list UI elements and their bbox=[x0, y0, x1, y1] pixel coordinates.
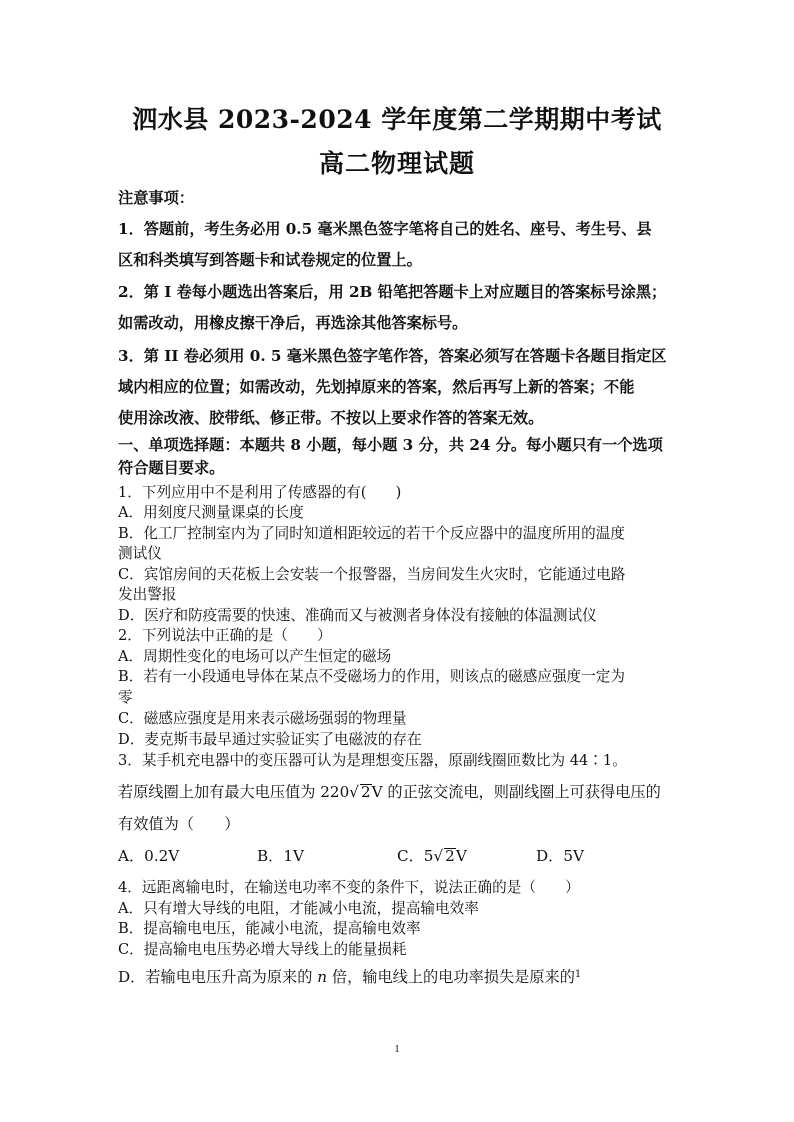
section-heading: 一、单项选择题：本题共 8 小题，每小题 3 分，共 24 分。每小题只有一个选项 bbox=[118, 436, 663, 454]
question-1-option-a: A．用刻度尺测量课桌的长度 bbox=[118, 504, 304, 521]
option-d-pre: D．若输电电压升高为原来的 bbox=[118, 968, 318, 986]
question-3-options bbox=[118, 845, 688, 865]
question-4-option-b: B．提高输电电压，能减小电流，提高输电效率 bbox=[118, 920, 421, 937]
question-3-option-b: B．1V bbox=[257, 847, 304, 865]
question-3-option-d: D．5V bbox=[536, 847, 584, 865]
question-2-option-a: A．周期性变化的电场可以产生恒定的磁场 bbox=[118, 648, 392, 665]
fraction-numerator: 1 bbox=[574, 969, 582, 980]
question-3-text-pre: 若原线圈上加有最大电压值为 220 bbox=[118, 783, 350, 801]
question-2-option-b: B．若有一小段通电导体在某点不受磁场力的作用，则该点的磁感应强度一定为 bbox=[118, 668, 625, 685]
notice-line: 如需改动，用橡皮擦干净后，再选涂其他答案标号。 bbox=[118, 314, 468, 332]
question-1-option-c: C．宾馆房间的天花板上会安装一个报警器，当房间发生火灾时，它能通过电路 bbox=[118, 566, 626, 583]
section-heading: 符合题目要求。 bbox=[118, 459, 225, 477]
question-2-option-b-cont: 零 bbox=[118, 689, 133, 706]
question-3-option-a: A．0.2V bbox=[118, 847, 180, 865]
notice-heading: 注意事项： bbox=[118, 189, 194, 207]
question-3-stem-cont: 有效值为（ ） bbox=[118, 815, 240, 833]
question-3-text-post: V 的正弦交流电，则副线圈上可获得电压的 bbox=[371, 783, 661, 801]
question-1-option-b: B．化工厂控制室内为了同时知道相距较远的若干个反应器中的温度所用的温度 bbox=[118, 525, 625, 542]
question-4-option-a: A．只有增大导线的电阻，才能减小电流，提高输电效率 bbox=[118, 900, 479, 917]
option-c-post: V bbox=[455, 847, 467, 865]
option-d-post: 倍，输电线上的电功率损失是原来的 bbox=[327, 968, 575, 986]
notice-line: 1．答题前，考生务必用 0.5 毫米黑色签字笔将自己的姓名、座号、考生号、县 bbox=[118, 220, 652, 238]
sqrt-symbol: √ bbox=[349, 783, 359, 801]
exam-subtitle: 高二物理试题 bbox=[318, 149, 475, 178]
question-1-option-d: D．医疗和防疫需要的快速、准确而又与被测者身体没有接触的体温测试仪 bbox=[118, 607, 597, 624]
question-4-option-d bbox=[118, 966, 688, 987]
notice-line: 3．第 II 卷必须用 0. 5 毫米黑色签字笔作答，答案必须写在答题卡各题目指定区 bbox=[118, 347, 667, 365]
question-3-stem-cont bbox=[118, 781, 688, 802]
variable-n: n bbox=[317, 968, 328, 986]
page-number: 1 bbox=[394, 1043, 400, 1055]
question-2-option-d: D．麦克斯韦最早通过实验证实了电磁波的存在 bbox=[118, 731, 422, 748]
question-2-stem: 2．下列说法中正确的是（ ） bbox=[118, 627, 332, 644]
notice-line: 区和科类填写到答题卡和试卷规定的位置上。 bbox=[118, 251, 422, 269]
question-3-stem: 3．某手机充电器中的变压器可认为是理想变压器，原副线圈匝数比为 44∶1。 bbox=[118, 752, 627, 769]
option-c-pre: C．5 bbox=[397, 847, 434, 865]
question-3-option-c bbox=[397, 845, 467, 865]
notice-line: 域内相应的位置；如需改动，先划掉原来的答案，然后再写上新的答案；不能 bbox=[118, 378, 635, 396]
radicand: 2 bbox=[360, 783, 371, 801]
exam-title: 泗水县 2023-2024 学年度第二学期期中考试 bbox=[132, 105, 662, 134]
question-2-option-c: C．磁感应强度是用来表示磁场强弱的物理量 bbox=[118, 710, 407, 727]
radicand: 2 bbox=[445, 847, 455, 865]
notice-line: 2．第 I 卷每小题选出答案后，用 2B 铅笔把答题卡上对应题目的答案标号涂黑； bbox=[118, 283, 667, 301]
question-1-option-b-cont: 测试仪 bbox=[118, 545, 162, 562]
notice-line: 使用涂改液、胶带纸、修正带。不按以上要求作答的答案无效。 bbox=[118, 409, 544, 427]
sqrt-symbol: √ bbox=[433, 847, 444, 865]
question-1-stem: 1．下列应用中不是利用了传感器的有( ) bbox=[118, 484, 402, 501]
question-1-option-c-cont: 发出警报 bbox=[118, 586, 177, 603]
question-4-stem: 4．远距离输电时，在输送电功率不变的条件下，说法正确的是（ ） bbox=[118, 879, 580, 896]
question-4-option-c: C．提高输电电压势必增大导线上的能量损耗 bbox=[118, 941, 407, 958]
